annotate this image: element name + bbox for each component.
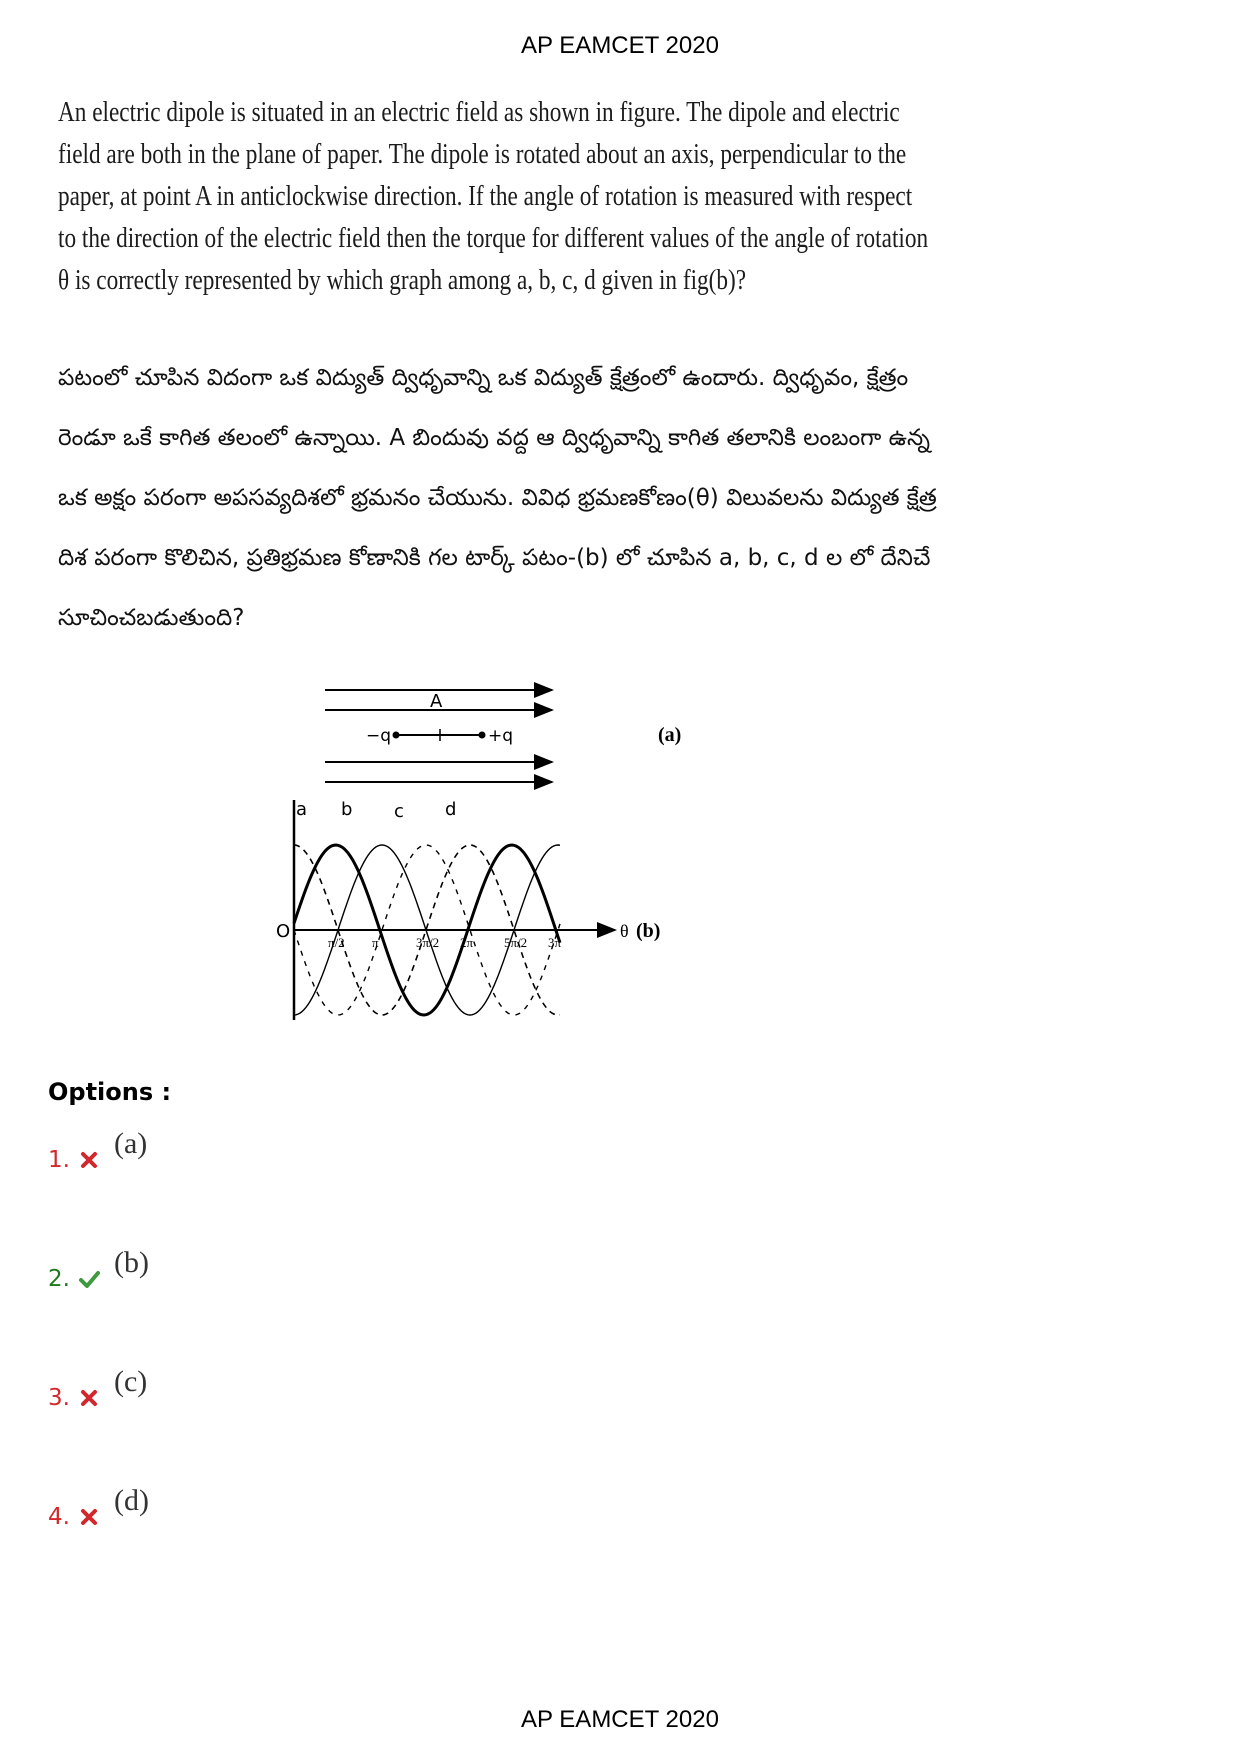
question-english-line: θ is correctly represented by which graph among a, b, c, d given in fig(b)? [58,265,747,296]
option-text: (c) [114,1365,148,1398]
x-tick-label: π/2 [328,935,345,950]
curve-label-c: c [394,801,404,822]
pos-charge-dot [479,732,486,739]
wrong-mark-icon [78,1506,100,1528]
option-text: (b) [114,1246,149,1279]
origin-label: O [276,921,291,942]
neg-charge-label: −q [366,726,392,746]
x-tick-label: 3π/2 [416,935,440,950]
question-english [58,92,963,302]
option-number: 1. [48,1147,70,1173]
question-telugu [58,348,938,648]
question-english-line: field are both in the plane of paper. The dipole is rotated about an axis, perpendicular to the [58,139,907,170]
options-heading: Options : [48,1078,172,1106]
pos-charge-label: +q [488,726,514,746]
option-number: 3. [48,1385,70,1411]
page-footer: AP EAMCET 2020 [521,1706,719,1733]
x-tick-labels [328,935,562,950]
question-telugu-line: పటంలో చూపిన విదంగా ఒక విద్యుత్ ద్విధృవాన్ని ఒక విద్యుత్ క్షేత్రంలో ఉందారు. ద్విధృవం, క్షేత్రం [58,365,909,391]
question-english-line: paper, at point A in anticlockwise direction. If the angle of rotation is measured with respect [58,181,913,212]
x-tick-label: π [372,935,379,950]
curve-label-b: b [341,799,353,820]
wrong-mark-icon [78,1149,100,1171]
fig-a-label: (a) [658,724,682,746]
question-telugu-line: ఒక అక్షం పరంగా అపసవ్యదిశలో భ్రమనం చేయును. వివిధ భ్రమణకోణం(θ) విలువలను విద్యుత క్షేత్ర [58,485,937,511]
dipole-torque-figure [270,675,710,1035]
correct-mark-icon [78,1268,100,1290]
option-number: 2. [48,1266,70,1292]
question-telugu-line: దిశ పరంగా కొలిచిన, ప్రతిభ్రమణ కోణానికి గల టార్క్ పటం-(b) లో చూపిన a, b, c, d ల లో దేనిచే [58,545,931,571]
curve-label-d: d [445,799,457,820]
option-number: 4. [48,1504,70,1530]
wrong-mark-icon [78,1387,100,1409]
question-telugu-line: రెండూ ఒకే కాగిత తలంలో ఉన్నాయి. A బిందువు వద్ద ఆ ద్విధృవాన్ని కాగిత తలానికి లంబంగా ఉన్న [58,425,930,451]
question-english-line: to the direction of the electric field then the torque for different values of the angle of rotation [58,223,929,254]
x-tick-label: 2π [460,935,474,950]
fig-b-label: (b) [636,920,661,942]
theta-axis-label: θ [620,921,629,941]
x-tick-label: 3π [548,935,562,950]
question-english-line: An electric dipole is situated in an electric field as shown in figure. The dipole and electric [58,97,900,128]
option-text: (d) [114,1484,149,1517]
neg-charge-dot [393,732,400,739]
question-telugu-line: సూచించబడుతుంది? [58,605,245,631]
option-text: (a) [114,1127,148,1160]
point-a-label: A [430,691,443,712]
x-tick-label: 5π/2 [504,935,528,950]
page-header: AP EAMCET 2020 [521,32,719,59]
curve-label-a: a [296,799,308,820]
